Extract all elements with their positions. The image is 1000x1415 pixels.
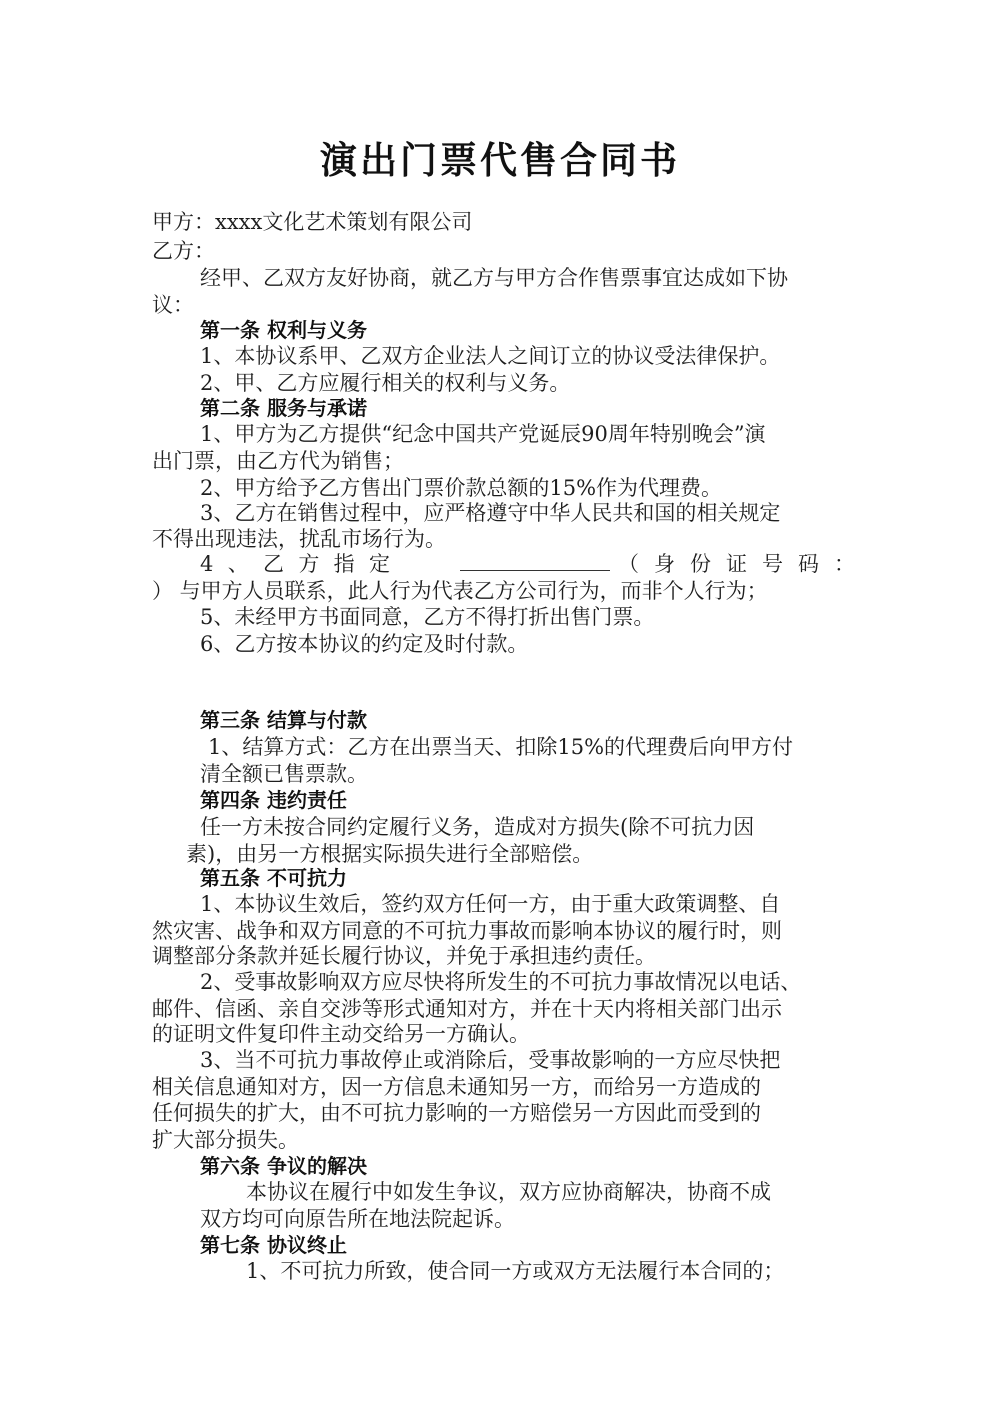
article-2-item-4-line-1 xyxy=(200,550,855,578)
article-2-item-2: 2、甲方给予乙方售出门票价款总额的15%作为代理费。 xyxy=(200,476,723,500)
article-6-line-2: 双方均可向原告所在地法院起诉。 xyxy=(200,1207,515,1231)
item-4-char: 号 xyxy=(762,552,783,576)
article-3-item-1-line-1: 1、结算方式：乙方在出票当天、扣除15%的代理费后向甲方付 xyxy=(208,735,794,759)
article-5-item-2-line-3: 的证明文件复印件主动交给另一方确认。 xyxy=(152,1022,530,1046)
designee-blank-field xyxy=(460,550,610,571)
article-2-item-1-line-1: 1、甲方为乙方提供“纪念中国共产党诞辰90周年特别晚会”演 xyxy=(200,422,766,446)
article-2-item-1-line-2: 出门票，由乙方代为销售； xyxy=(152,449,404,473)
article-1-item-1: 1、本协议系甲、乙双方企业法人之间订立的协议受法律保护。 xyxy=(200,344,781,368)
item-4-char: 证 xyxy=(726,552,747,576)
article-2-item-6: 6、乙方按本协议的约定及时付款。 xyxy=(200,632,529,656)
article-7-heading: 第七条 协议终止 xyxy=(200,1233,347,1257)
article-5-item-3-line-3: 任何损失的扩大，由不可抗力影响的一方赔偿另一方因此而受到的 xyxy=(152,1101,761,1125)
intro-line-2: 议： xyxy=(152,293,194,317)
item-4-char: 码 xyxy=(798,552,819,576)
article-7-item-1: 1、不可抗力所致，使合同一方或双方无法履行本合同的； xyxy=(246,1259,785,1283)
item-4-char: 乙 xyxy=(263,552,284,576)
article-2-item-4-line-2: ） 与甲方人员联系，此人行为代表乙方公司行为，而非个人行为； xyxy=(152,579,768,603)
article-1-item-2: 2、甲、乙方应履行相关的权利与义务。 xyxy=(200,371,571,395)
article-6-heading: 第六条 争议的解决 xyxy=(200,1154,367,1178)
document-title: 演出门票代售合同书 xyxy=(320,139,680,182)
article-5-item-2-line-2: 邮件、信函、亲自交涉等形式通知对方，并在十天内将相关部门出示 xyxy=(152,997,782,1021)
item-4-char: 身 xyxy=(654,552,675,576)
article-5-heading: 第五条 不可抗力 xyxy=(200,866,347,890)
item-4-char: 指 xyxy=(333,552,355,576)
item-4-char: 、 xyxy=(227,552,249,576)
article-3-item-1-line-2: 清全额已售票款。 xyxy=(200,762,368,786)
article-5-item-3-line-1: 3、当不可抗力事故停止或消除后，受事故影响的一方应尽快把 xyxy=(200,1048,781,1072)
article-5-item-3-line-4: 扩大部分损失。 xyxy=(152,1128,299,1152)
article-5-item-1-line-3: 调整部分条款并延长履行协议，并免于承担违约责任。 xyxy=(152,944,656,968)
article-2-item-3-line-1: 3、乙方在销售过程中，应严格遵守中华人民共和国的相关规定 xyxy=(200,501,781,525)
article-5-item-2-line-1: 2、受事故影响双方应尽快将所发生的不可抗力事故情况以电话、 xyxy=(200,970,802,994)
item-4-char: ： xyxy=(834,552,855,576)
article-5-item-1-line-2: 然灾害、战争和双方同意的不可抗力事故而影响本协议的履行时，则 xyxy=(152,919,782,943)
item-4-char: 定 xyxy=(368,552,390,576)
item-4-char: （ xyxy=(618,552,639,576)
article-3-heading: 第三条 结算与付款 xyxy=(200,708,367,732)
article-1-heading: 第一条 权利与义务 xyxy=(200,318,367,342)
article-6-line-1: 本协议在履行中如发生争议，双方应协商解决，协商不成 xyxy=(246,1180,771,1204)
party-b-line: 乙方： xyxy=(152,239,215,263)
article-4-heading: 第四条 违约责任 xyxy=(200,788,347,812)
article-2-heading: 第二条 服务与承诺 xyxy=(200,396,367,420)
item-4-char: 份 xyxy=(690,552,711,576)
article-2-item-3-line-2: 不得出现违法，扰乱市场行为。 xyxy=(152,527,446,551)
intro-line-1: 经甲、乙双方友好协商，就乙方与甲方合作售票事宜达成如下协 xyxy=(200,266,788,290)
article-2-item-5: 5、未经甲方书面同意，乙方不得打折出售门票。 xyxy=(200,605,655,629)
article-4-line-2: 素)，由另一方根据实际损失进行全部赔偿。 xyxy=(186,842,594,866)
article-5-item-1-line-1: 1、本协议生效后，签约双方任何一方，由于重大政策调整、自 xyxy=(200,892,781,916)
party-a-line: 甲方：xxxx文化艺术策划有限公司 xyxy=(152,210,473,234)
article-4-line-1: 任一方未按合同约定履行义务，造成对方损失(除不可抗力因 xyxy=(200,815,755,839)
item-4-char: 4 xyxy=(200,552,214,576)
item-4-char: 方 xyxy=(298,552,320,576)
article-5-item-3-line-2: 相关信息通知对方，因一方信息未通知另一方，而给另一方造成的 xyxy=(152,1075,761,1099)
